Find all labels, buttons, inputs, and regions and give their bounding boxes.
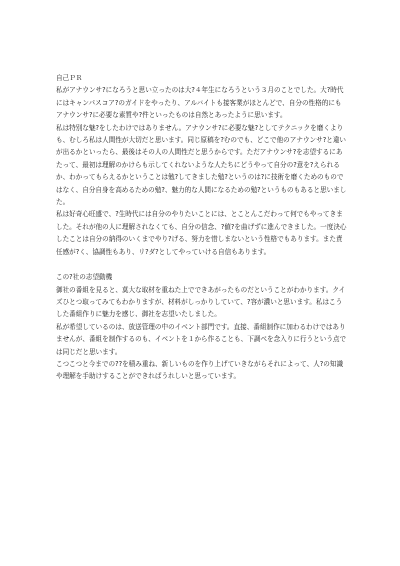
self-pr-section — [56, 72, 348, 258]
self-pr-heading: 自己ＰＲ — [56, 74, 83, 82]
motivation-section — [56, 271, 348, 383]
motivation-heading: この?社の志望動機 — [56, 273, 113, 282]
document-body — [56, 72, 348, 383]
self-pr-paragraph-1: 私がアナウンサ?になろうと思い立ったのは大?４年生になろうという３月のことでした。大?時代にはキャンパスコア?のガイドをやったり、アルバイトも接客業がほとんどで、自分の性格的にもアナウンサ?に必要な素質や?件といったものは自然とあったように思います。 — [56, 86, 344, 120]
self-pr-paragraph-3: 私は好奇心旺盛で、?生時代には自分のやりたいことには、とことんこだわって何でもやってきました。それが他の人に理解されなくても、自分の信念、?値?を曲げずに進んできました。一度決心したことは自分の納得のいくまでやり?げる、努力を惜しまないという性格でもあります。また責任感が?く、協調性もあり、リ?ダ?としてやっていける自信もあります。 — [56, 210, 347, 256]
motivation-paragraph-3: こつこつと今までの??を積み重ね、新しいものを作り上げていきながらそれによって、人?の知識や理解を手助けすることができればうれしいと思っています。 — [56, 359, 344, 381]
motivation-paragraph-1: 御社の番組を見ると、莫大な取材を重ねた上でできあがったものだということがわかります。クイズひとつ取ってみてもわかりますが、材料がしっかりしていて、?容が濃いと思います。私はこうした番組作りに魅力を感じ、御社を志望いたしました。 — [56, 285, 346, 319]
self-pr-paragraph-2: 私は特別な魅?をしたわけではありません。アナウンサ?に必要な魅?としてテクニックを磨くよりも、むしろ私は人間性が大切だと思います。同じ原稿を?むのでも、どこで他のアナウンサ?と違いが出るかといったら、最後はその人の人間性だと思うからです。ただアナウンサ?を志望するにあたって、最初は理解のかけらも示してくれないような人たちにどうやって自分の?意を?えられるか、わかってもらえるかということは勉?してきました勉?というのは?に技術を磨くためのものではなく、自分自身を高めるための勉?、魅力的な人間になるための勉?というものもあると思いました。 — [56, 123, 347, 207]
motivation-paragraph-2: 私が希望しているのは、放送管理の中のイベント部門です。直接、番組制作に加わるわけではありませんが、番組を制作するのも、イベントを１から作ることも、下調べを念入りに行うという点では同じだと思います。 — [56, 322, 347, 356]
